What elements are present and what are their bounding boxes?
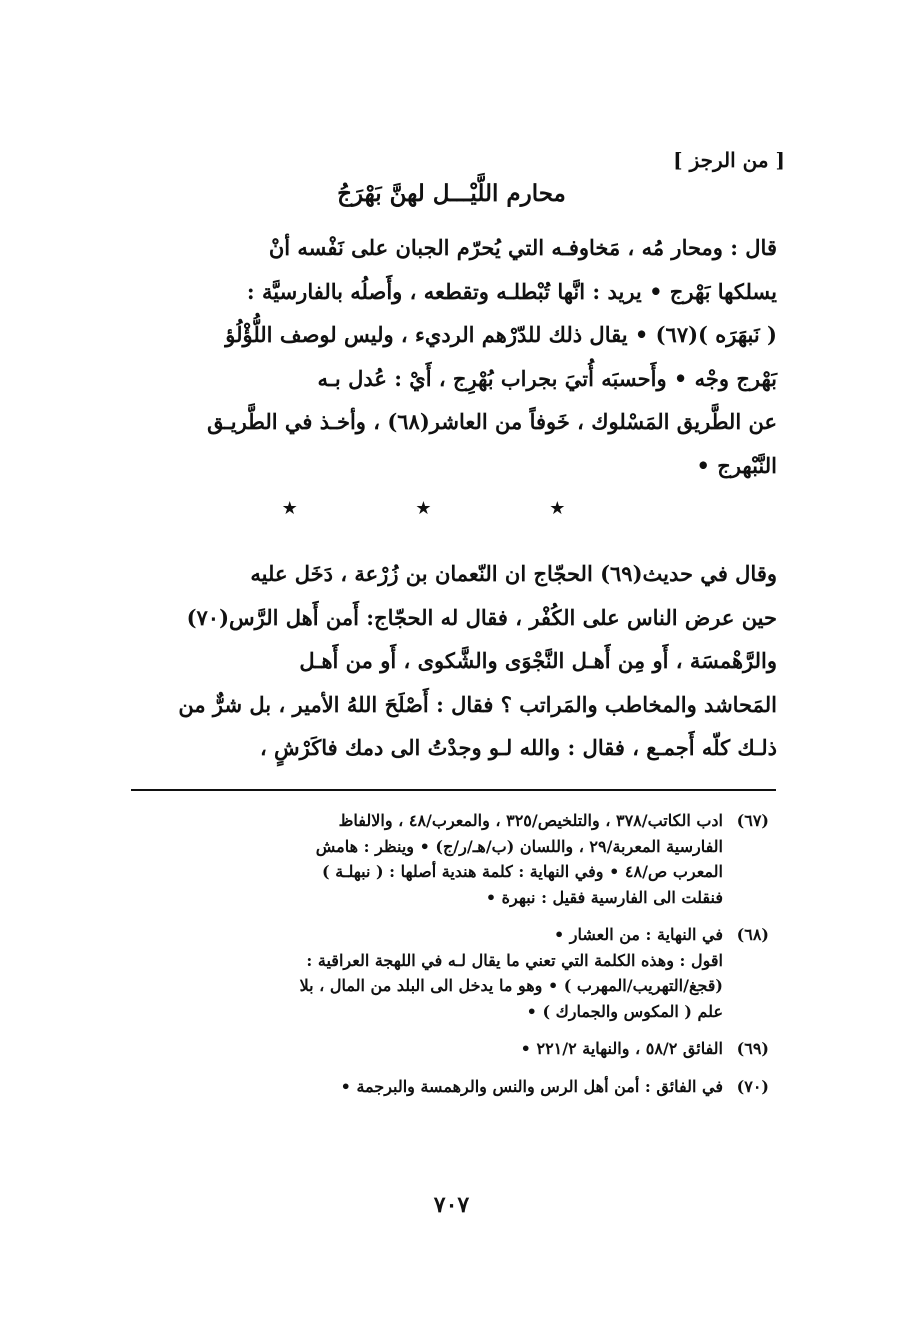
paragraph-line: المَحاشد والمخاطب والمَراتب ؟ فقال : أَصْلَحَ اللهُ الأمير ، بل شرٌّ من [178,691,777,717]
footnote-text [119,1074,723,1100]
paragraph-line: حين عرض الناس على الكُفْر ، فقال له الحجّاج: أَمن أَهل الرَّس(٧٠) [186,604,777,630]
verse-line: محارم اللَّيْـــل لهنَّ بَهْرَجُ [337,180,566,207]
paragraph-line: النَّبْهرج • [696,452,777,478]
footnote-line: علم ( المكوس والجمارك ) • [526,1001,723,1021]
section-separator-stars: ★ ★ ★ [281,498,622,519]
poetic-meter-label: [ من الرجز ] [673,148,785,172]
footnote-line: المعرب ص/٤٨ • وفي النهاية : كلمة هندية أصلها : ( نبهلـة ) [322,862,723,881]
page-number: ٧٠٧ [433,1192,470,1218]
footnote-number: (٦٨) [736,925,769,944]
commentary-paragraph-2 [117,552,777,770]
footnote-divider [131,789,776,791]
footnote-line: (قجغ/التهريب/المهرب ) • وهو ما يدخل الى البلد من المال ، بلا [299,976,723,995]
footnote-number: (٧٠) [736,1076,769,1096]
footnote-line: في النهاية : من العشار • [553,925,723,944]
paragraph-line: ( نَبهَرَه )(٦٧) • يقال ذلك للدّرْهم الرديء ، وليس لوصف اللُّؤْلُؤ [225,322,777,347]
footnote-line: اقول : وهذه الكلمة التي تعني ما يقال لـه في اللهجة العراقية : [306,950,723,970]
footnote [119,1074,769,1100]
paragraph-line: ذلـك كلّه أَجمـع ، فقال : والله لـو وجدْتُ الى دمك فاكَرْشٍ ، [259,735,777,760]
footnote-line: في الفائق : أمن أهل الرس والنس والرهمسة والبرجمة • [340,1076,723,1096]
paragraph-line: عن الطَّريق المَسْلوك ، خَوفاً من العاشر(٦٨) ، وأخـذ في الطَّريـق [207,409,777,434]
paragraph-line: والرَّهْمسَة ، أَو مِن أَهـل النَّجْوَى والشَّكوى ، أَو من أَهـل [299,648,777,673]
footnote [119,922,769,1024]
footnote [119,1036,769,1062]
footnote-text [119,922,723,1024]
commentary-paragraph-1 [117,226,777,487]
footnote [119,808,769,910]
paragraph-line: يسلكها بَهْرج • يريد : انَّها تُبْطلـه وتقطعه ، وأَصلُه بالفارسيَّة : [246,278,777,304]
footnote-text [119,1036,723,1062]
footnote-number: (٦٩) [736,1039,769,1058]
footnotes-section [119,808,769,1111]
footnote-line: الفارسية المعربة/٢٩ ، واللسان (ب/هـ/ر/ج) • وينظر : هامش [315,836,723,856]
paragraph-line: بَهْرج وجْه • وأَحسبَه أُتيَ بجراب بُهْرِج ، أَيْ : عُدل بـه [317,365,777,391]
paragraph-line: قال : ومحار مُه ، مَخاوفـه التي يُحرّم الجبان على نَفْسه أنْ [268,235,777,260]
footnote-text [119,808,723,910]
footnote-number: (٦٧) [736,811,769,830]
paragraph-line: وقال في حديث(٦٩) الحجّاج ان النّعمان بن زُرْعة ، دَخَل عليه [250,561,777,586]
footnote-line: ادب الكاتب/٣٧٨ ، والتلخيص/٣٢٥ ، والمعرب/٤٨ ، والالفاظ [338,811,723,830]
footnote-line: فنقلت الى الفارسية فقيل : نبهرة • [485,887,723,907]
footnote-line: الفائق ٥٨/٢ ، والنهاية ٢٢١/٢ • [520,1039,723,1058]
